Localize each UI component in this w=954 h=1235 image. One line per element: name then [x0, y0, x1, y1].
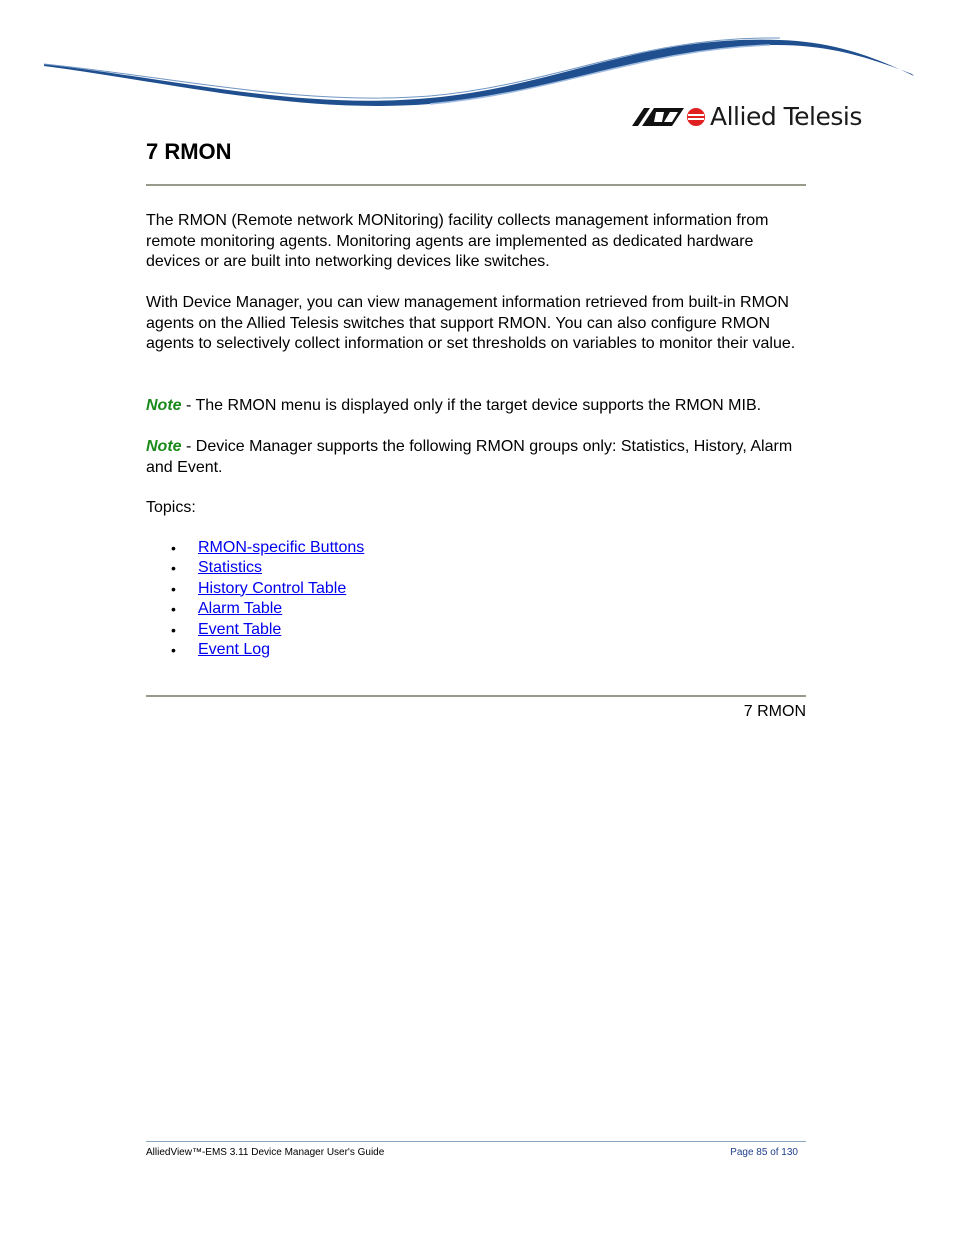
- list-item: [146, 538, 364, 558]
- topic-link-history-control-table[interactable]: History Control Table: [198, 579, 347, 597]
- note-label: Note: [146, 438, 182, 455]
- list-item: [146, 620, 364, 640]
- page-title: 7 RMON: [146, 139, 232, 164]
- paragraph-intro: The RMON (Remote network MONitoring) facility collects management information from remote monitoring agents. Monitoring agents are implemented as dedicated hardware devices or are built into networking devices like switches.: [146, 212, 769, 270]
- topics-list: [146, 538, 364, 660]
- footer-page-number: Page 85 of 130: [730, 1147, 798, 1158]
- topic-link-event-log[interactable]: Event Log: [198, 640, 271, 658]
- topics-heading: Topics:: [146, 499, 196, 516]
- note-rmon-groups: [146, 437, 810, 478]
- topic-link-event-table[interactable]: Event Table: [198, 620, 282, 638]
- bullet: •: [171, 601, 176, 618]
- bullet: •: [171, 540, 176, 556]
- title-divider: [146, 184, 806, 186]
- list-item: [146, 599, 364, 619]
- topic-link-rmon-buttons[interactable]: RMON-specific Buttons: [198, 539, 365, 556]
- note-text: - Device Manager supports the following RMON groups only: Statistics, History, Alarm and Event.: [146, 438, 793, 476]
- note-text: - The RMON menu is displayed only if the target device supports the RMON MIB.: [181, 397, 762, 414]
- topic-link-statistics[interactable]: Statistics: [198, 559, 263, 577]
- footer-divider: [146, 1141, 806, 1142]
- paragraph-device-manager: With Device Manager, you can view management information retrieved from built-in RMON agents on the Allied Telesis switches that support RMON. You can also configure RMON agents to selectively collect information or set thresholds on variables to monitor their value.: [146, 294, 796, 352]
- topic-link-alarm-table[interactable]: Alarm Table: [198, 600, 283, 618]
- brand-name: Allied Telesis: [710, 102, 862, 131]
- note-label: Note: [146, 397, 182, 414]
- bullet: •: [171, 641, 176, 658]
- section-footer-label: 7 RMON: [743, 703, 806, 720]
- footer-doc-title: AlliedView™-EMS 3.11 Device Manager User's Guide: [146, 1147, 385, 1158]
- bullet: •: [171, 560, 176, 577]
- note-rmon-menu: [146, 396, 810, 417]
- list-item: [146, 579, 364, 599]
- section-divider: [146, 695, 806, 697]
- list-item: [146, 640, 364, 660]
- bullet: •: [171, 621, 176, 638]
- list-item: [146, 558, 364, 578]
- bullet: •: [171, 580, 176, 597]
